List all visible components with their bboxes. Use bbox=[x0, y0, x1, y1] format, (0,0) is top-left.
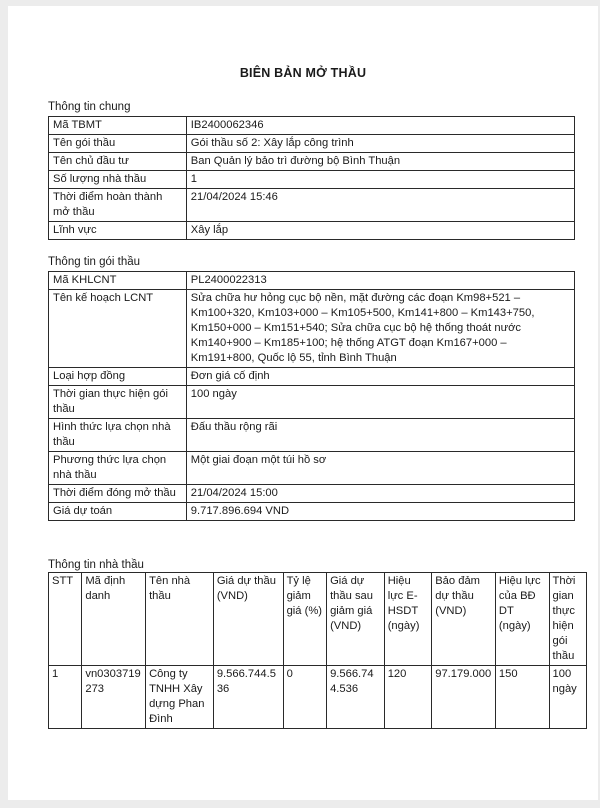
general-info-table bbox=[48, 116, 575, 240]
table-cell: 120 bbox=[384, 666, 432, 729]
table-row bbox=[49, 419, 575, 452]
package-info-table bbox=[48, 271, 575, 521]
table-row bbox=[49, 153, 575, 171]
column-header: Hiệu lực E-HSDT (ngày) bbox=[384, 573, 432, 666]
field-value: Xây lắp bbox=[186, 222, 574, 240]
table-cell: 97.179.000 bbox=[432, 666, 496, 729]
field-value: IB2400062346 bbox=[186, 117, 574, 135]
table-cell: 100 ngày bbox=[549, 666, 586, 729]
field-label: Giá dự toán bbox=[49, 503, 187, 521]
table-cell: Công ty TNHH Xây dựng Phan Đình bbox=[146, 666, 214, 729]
table-cell: 0 bbox=[283, 666, 326, 729]
column-header: Bảo đảm dự thầu (VND) bbox=[432, 573, 496, 666]
table-cell: 9.566.744.536 bbox=[327, 666, 385, 729]
table-row bbox=[49, 189, 575, 222]
column-header: Hiệu lực của BĐ DT (ngày) bbox=[495, 573, 549, 666]
field-value: Một giai đoạn một túi hồ sơ bbox=[186, 452, 574, 485]
field-label: Thời điểm hoàn thành mở thầu bbox=[49, 189, 187, 222]
document-title: BIÊN BẢN MỞ THẦU bbox=[239, 66, 367, 80]
column-header: Tỷ lệ giảm giá (%) bbox=[283, 573, 326, 666]
column-header: STT bbox=[49, 573, 82, 666]
field-label: Thời điểm đóng mở thầu bbox=[49, 485, 187, 503]
table-cell: 9.566.744.536 bbox=[213, 666, 283, 729]
column-header: Thời gian thực hiện gói thầu bbox=[549, 573, 586, 666]
table-row bbox=[49, 222, 575, 240]
field-value: Đấu thầu rộng rãi bbox=[186, 419, 574, 452]
column-header: Tên nhà thầu bbox=[146, 573, 214, 666]
table-row bbox=[49, 386, 575, 419]
table-header-row bbox=[49, 573, 587, 666]
table-cell: 150 bbox=[495, 666, 549, 729]
field-label: Lĩnh vực bbox=[49, 222, 187, 240]
table-row bbox=[49, 135, 575, 153]
table-row bbox=[49, 452, 575, 485]
field-label: Tên kế hoạch LCNT bbox=[49, 290, 187, 368]
table-row bbox=[49, 171, 575, 189]
column-header: Giá dự thầu sau giảm giá (VND) bbox=[327, 573, 385, 666]
package-info-heading: Thông tin gói thầu bbox=[48, 256, 141, 268]
document-page bbox=[8, 6, 598, 800]
field-value: PL2400022313 bbox=[186, 272, 574, 290]
table-row bbox=[49, 503, 575, 521]
table-row bbox=[49, 117, 575, 135]
field-value: 21/04/2024 15:00 bbox=[186, 485, 574, 503]
column-header: Giá dự thầu (VND) bbox=[213, 573, 283, 666]
table-row bbox=[49, 272, 575, 290]
table-cell: 1 bbox=[49, 666, 82, 729]
column-header: Mã định danh bbox=[82, 573, 146, 666]
contractor-info-heading: Thông tin nhà thầu bbox=[48, 559, 144, 571]
field-label: Thời gian thực hiện gói thầu bbox=[49, 386, 187, 419]
contractor-table bbox=[48, 572, 587, 729]
general-info-heading: Thông tin chung bbox=[48, 101, 131, 113]
field-label: Tên chủ đầu tư bbox=[49, 153, 187, 171]
field-value: 21/04/2024 15:46 bbox=[186, 189, 574, 222]
table-row bbox=[49, 485, 575, 503]
field-label: Số lượng nhà thầu bbox=[49, 171, 187, 189]
field-value: 1 bbox=[186, 171, 574, 189]
field-label: Phương thức lựa chọn nhà thầu bbox=[49, 452, 187, 485]
field-label: Loại hợp đồng bbox=[49, 368, 187, 386]
field-label: Tên gói thầu bbox=[49, 135, 187, 153]
field-value: 9.717.896.694 VND bbox=[186, 503, 574, 521]
field-label: Mã TBMT bbox=[49, 117, 187, 135]
field-label: Mã KHLCNT bbox=[49, 272, 187, 290]
field-value: Đơn giá cố định bbox=[186, 368, 574, 386]
field-value: Gói thầu số 2: Xây lắp công trình bbox=[186, 135, 574, 153]
table-row bbox=[49, 666, 587, 729]
table-row bbox=[49, 368, 575, 386]
field-label: Hình thức lựa chọn nhà thầu bbox=[49, 419, 187, 452]
field-value: Ban Quản lý bảo trì đường bộ Bình Thuận bbox=[186, 153, 574, 171]
table-cell: vn0303719273 bbox=[82, 666, 146, 729]
field-value: Sửa chữa hư hỏng cục bộ nền, mặt đường các đoạn Km98+521 – Km100+320, Km103+000 – Km105+500, Km141+800 – Km143+750, Km150+000 – Km151+540; Sửa chữa cục bộ hệ thống thoát nước Km140+900 – Km185+100; hệ thống ATGT đoạn Km167+000 – Km191+800, Quốc lộ 55, tỉnh Bình Thuận bbox=[186, 290, 574, 368]
table-row bbox=[49, 290, 575, 368]
field-value: 100 ngày bbox=[186, 386, 574, 419]
